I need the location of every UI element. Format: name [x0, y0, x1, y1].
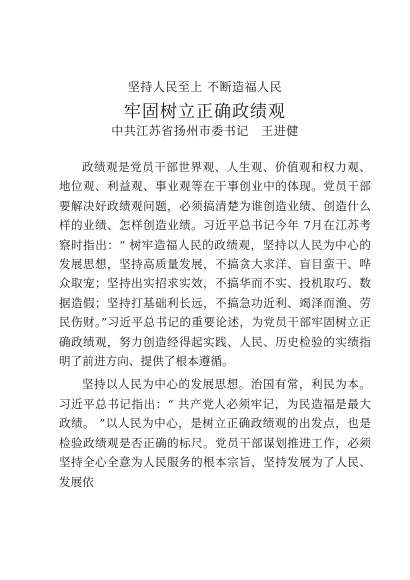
- article-body: [59, 158, 371, 492]
- article-title: 牢固树立正确政绩观: [124, 102, 286, 122]
- body-paragraph: 坚持以人民为中心的发展思想。治国有常，利民为本。习近平总书记指出：“ 共产党人必须牢记，为民造福是最大政绩。 ”以人民为中心，是树立正确政绩观的出发点，也是检验政绩观是否正确的标尺。党员干部谋划推进工作，必须坚持全心全意为人民服务的根本宗旨，坚持发展为了人民、发展依: [59, 377, 371, 489]
- article-byline: 中共江苏省扬州市委书记 王进健: [111, 124, 299, 138]
- article-kicker: 坚持人民至上 不断造福人民: [127, 80, 283, 94]
- body-paragraph: 政绩观是党员干部世界观、人生观、价值观和权力观、地位观、利益观、事业观等在干事创业中的体现。党员干部要解决好政绩观问题，必须搞清楚为谁创造业绩、创造什么样的业绩、怎样创造业绩。习近平总书记今年 7月在江苏考察时指出：“ 树牢造福人民的政绩观，坚持以人民为中心的发展思想，坚持高质量发展，不搞贪大求洋、盲目蛮干、哗众取宠；坚持出实招求实效，不搞华而不实、投机取巧、数据造假；坚持打基础利长远，不搞急功近利、竭泽而渔、劳民伤财。”习近平总书记的重要论述，为党员干部牢固树立正确政绩观，努力创造经得起实践、人民、历史检验的实绩指明了前进方向、提供了根本遵循。: [59, 160, 371, 369]
